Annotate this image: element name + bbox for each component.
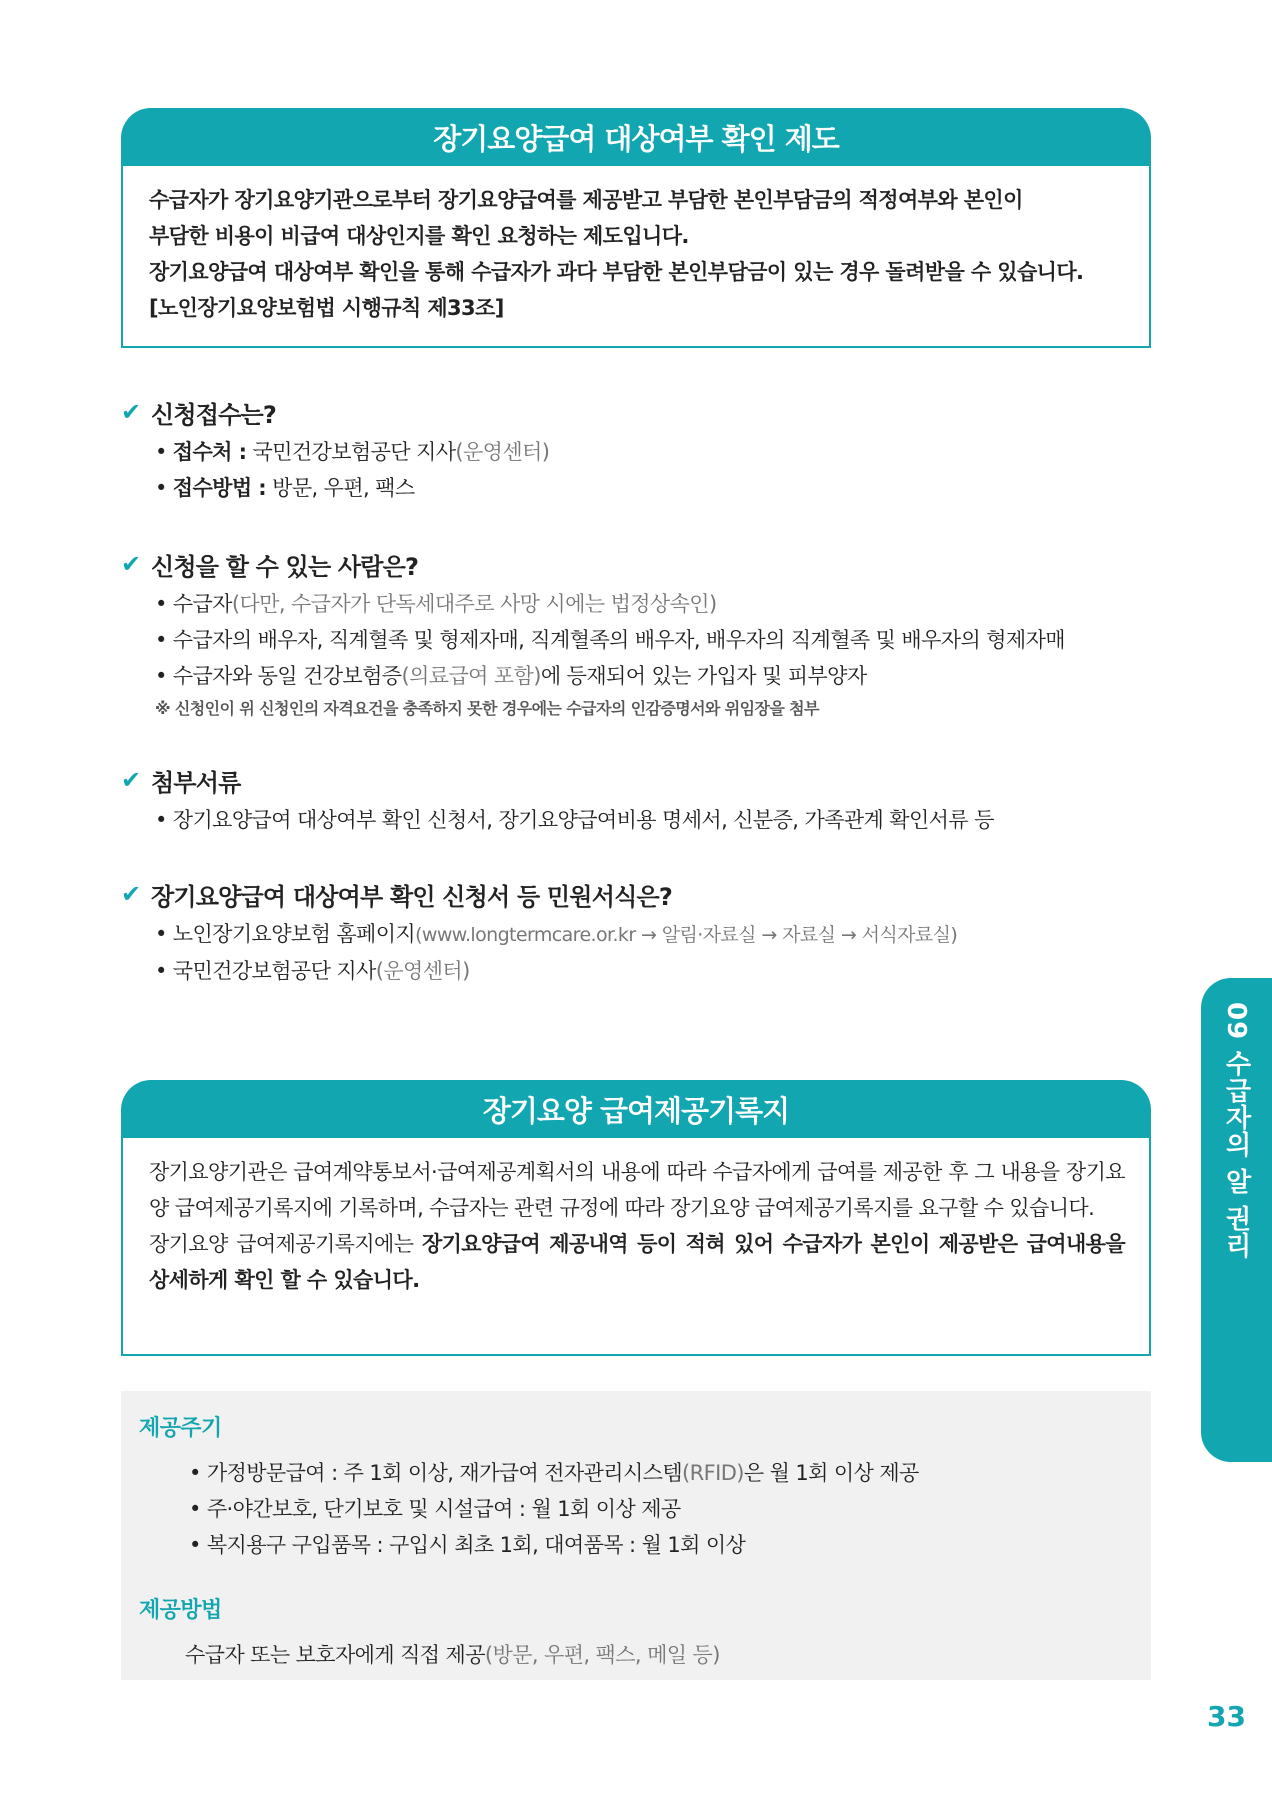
eligibility-line: 부담한 비용이 비급여 대상인지를 확인 요청하는 제도입니다. — [149, 224, 689, 248]
check-icon: ✔ — [121, 398, 141, 426]
provide-method-title: 제공방법 — [139, 1598, 222, 1623]
check-icon: ✔ — [121, 766, 141, 794]
check-icon: ✔ — [121, 880, 141, 908]
list-item: • 복지용구 구입품목 : 구입시 최초 1회, 대여품목 : 월 1회 이상 — [189, 1533, 746, 1557]
list-item: • 가정방문급여 : 주 1회 이상, 재가급여 전자관리시스템(RFID)은 월 1회 이상 제공 — [189, 1461, 919, 1485]
list-item: • 국민건강보험공단 지사(운영센터) — [155, 959, 470, 983]
note: ※ 신청인이 위 신청인의 자격요건을 충족하지 못한 경우에는 수급자의 인감증명서와 위임장을 첨부 — [155, 699, 819, 718]
bullet: • — [155, 959, 167, 983]
bullet: • — [189, 1461, 201, 1485]
record-paragraph: 장기요양 급여제공기록지에는 장기요양급여 제공내역 등이 적혀 있어 수급자가 본인이 제공받은 급여내용을 상세하게 확인 할 수 있습니다. — [149, 1232, 1126, 1292]
list-item: • 수급자의 배우자, 직계혈족 및 형제자매, 직계혈족의 배우자, 배우자의 직계혈족 및 배우자의 형제자매 — [155, 628, 1065, 652]
list-item: • 수급자와 동일 건강보험증(의료급여 포함)에 등재되어 있는 가입자 및 피부양자 — [155, 664, 867, 688]
list-item: • 수급자(다만, 수급자가 단독세대주로 사망 시에는 법정상속인) — [155, 592, 717, 616]
bullet: • — [155, 592, 167, 616]
eligibility-box-body — [121, 166, 1151, 348]
eligibility-box — [121, 108, 1151, 348]
record-box-title: 장기요양 급여제공기록지 — [121, 1080, 1151, 1138]
eligibility-line: 수급자가 장기요양기관으로부터 장기요양급여를 제공받고 부담한 본인부담금의 적정여부와 본인이 — [149, 188, 1023, 212]
section-apply — [121, 394, 1121, 506]
list-item: • 장기요양급여 대상여부 확인 신청서, 장기요양급여비용 명세서, 신분증, 가족관계 확인서류 등 — [155, 808, 994, 832]
bullet: • — [189, 1497, 201, 1521]
record-box-body — [121, 1138, 1151, 1356]
provide-box — [121, 1391, 1151, 1680]
list-item: • 접수처 : 국민건강보험공단 지사(운영센터) — [155, 440, 550, 464]
chapter-tab — [1201, 978, 1272, 1462]
eligibility-line: 장기요양급여 대상여부 확인을 통해 수급자가 과다 부담한 본인부담금이 있는 경우 돌려받을 수 있습니다. — [149, 260, 1084, 284]
bullet: • — [155, 476, 167, 500]
eligibility-line: [노인장기요양보험법 시행규칙 제33조] — [149, 296, 504, 320]
section-title: ✔ 신청접수는? — [121, 398, 277, 429]
bullet: • — [155, 922, 167, 946]
bullet: • — [155, 440, 167, 464]
section-title: ✔ 신청을 할 수 있는 사람은? — [121, 550, 419, 581]
bullet: • — [189, 1533, 201, 1557]
page-number: 33 — [1207, 1700, 1246, 1733]
bullet: • — [155, 664, 167, 688]
section-title: ✔ 장기요양급여 대상여부 확인 신청서 등 민원서식은? — [121, 880, 672, 911]
check-icon: ✔ — [121, 550, 141, 578]
chapter-tab-label: 09 수급자의 알 권리 — [1221, 1002, 1251, 1260]
record-paragraph: 장기요양기관은 급여계약통보서·급여제공계획서의 내용에 따라 수급자에게 급여를 제공한 후 그 내용을 장기요양 급여제공기록지에 기록하며, 수급자는 관련 규정에 따라 장기요양 급여제공기록지를 요구할 수 있습니다. — [149, 1160, 1125, 1220]
list-item: • 주·야간보호, 단기보호 및 시설급여 : 월 1회 이상 제공 — [189, 1497, 681, 1521]
bullet: • — [155, 628, 167, 652]
eligibility-box-title: 장기요양급여 대상여부 확인 제도 — [121, 108, 1151, 166]
section-docs — [121, 762, 1121, 838]
provide-cycle-title: 제공주기 — [139, 1416, 222, 1441]
list-item: • 접수방법 : 방문, 우편, 팩스 — [155, 476, 415, 500]
bullet: • — [155, 808, 167, 832]
section-forms — [121, 876, 1121, 989]
list-item: • 노인장기요양보험 홈페이지(www.longtermcare.or.kr → 알림·자료실 → 자료실 → 서식자료실) — [155, 922, 958, 946]
provide-method-text: 수급자 또는 보호자에게 직접 제공(방문, 우편, 팩스, 메일 등) — [185, 1643, 720, 1667]
record-box — [121, 1080, 1151, 1356]
section-who — [121, 546, 1121, 724]
section-title: ✔ 첨부서류 — [121, 766, 241, 797]
